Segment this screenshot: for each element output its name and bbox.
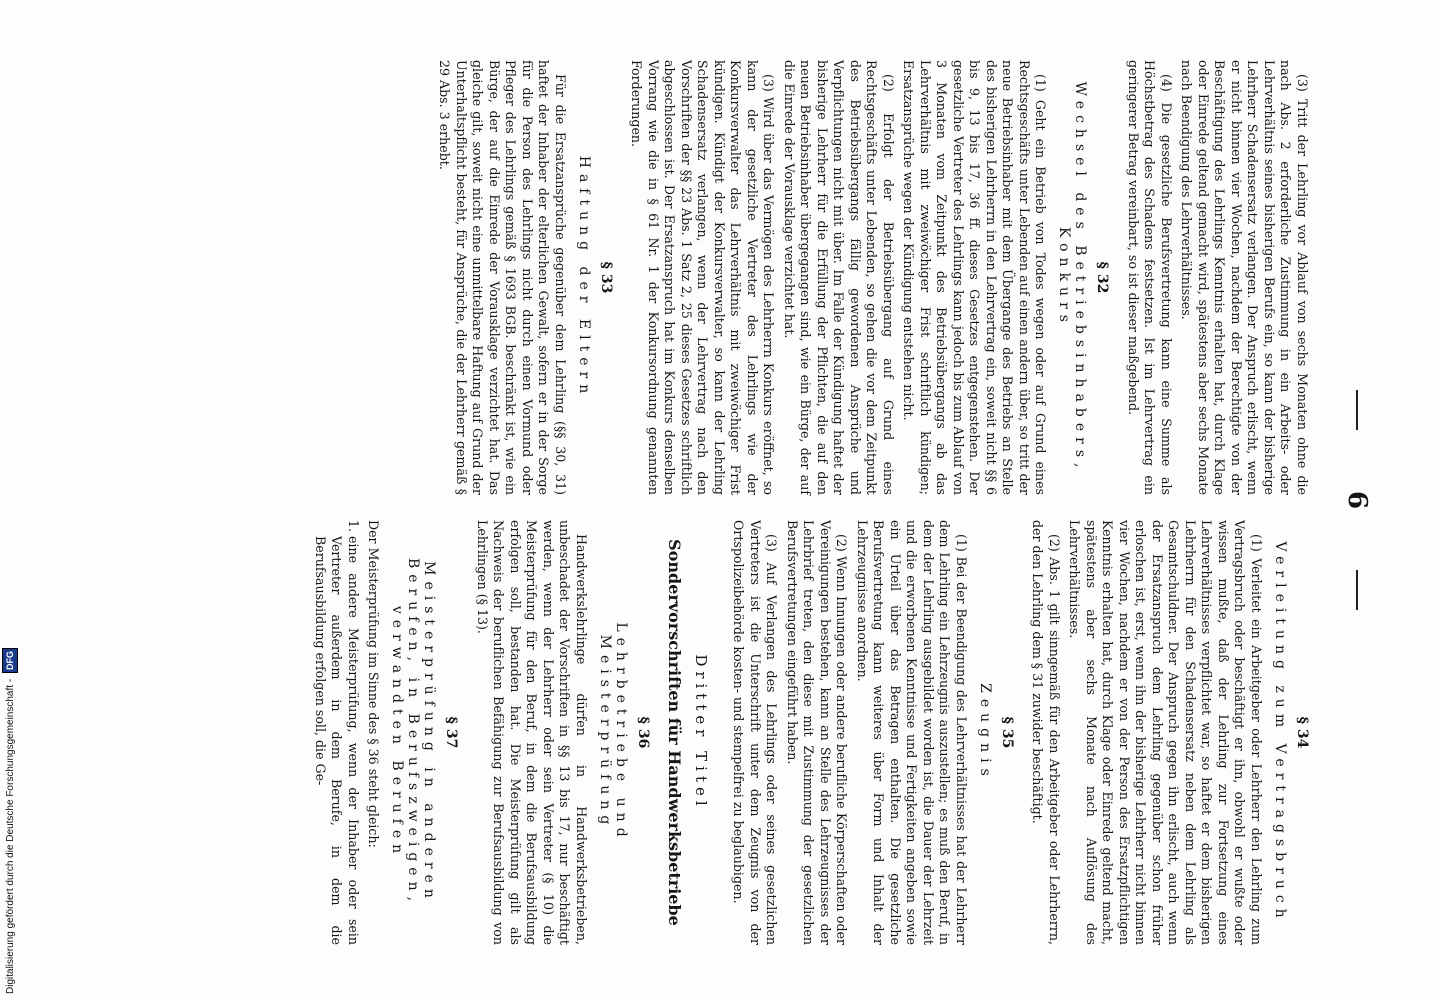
section-number-32: § 32 — [1094, 261, 1111, 294]
right-column — [312, 520, 1311, 945]
s35-paragraph-3: (3) Auf Verlangen des Lehrlings oder seines gesetzlichen Vertreters ist die Unterschrift unter dem Zeugnis von der Ortspolizeibehörde kosten- und stempelfrei zu beglaubigen. — [731, 520, 780, 945]
section-number-33: § 33 — [598, 261, 614, 294]
page-number: 6 — [1342, 490, 1372, 510]
section-title-37: Meisterprüfung in anderen Berufen, in Berufszweigen, verwandten Berufen — [389, 557, 438, 908]
s34-paragraph-2: (2) Abs. 1 gilt sinngemäß für den Arbeitgeber oder Lehrherrn, der den Lehrling dem § 31 zuwider beschäftigt. — [1030, 520, 1062, 945]
title-three-heading: Dritter Titel — [692, 654, 710, 811]
section-number-35: § 35 — [999, 716, 1015, 749]
digitization-note — [2, 600, 16, 994]
left-column — [432, 60, 1310, 495]
digitization-note-text: Digitalisierung gefördert durch die Deutsche Forschungsgemeinschaft - — [5, 678, 16, 994]
list-item-text: eine andere Meisterprüfung, wenn der Inhaber oder sein Vertreter außerdem in dem Berufe, in dem die Berufsausbildung erfolgen soll, die Ge- — [313, 536, 361, 945]
s36-paragraph-1: Handwerkslehrlinge dürfen in Handwerksbetrieben, unbeschadet der Vorschriften in §§ 13 bis 17, nur beschäftigt werden, wenn der Lehrherr oder sein Vertreter (§ 10) die Meisterprüfung für den Beruf, in dem die Berufsausbildung erfolgen soll, bestanden hat. Die Meisterprüfung gilt als Nachweis der beruflichen Befähigung zur Berufsausbildung von Lehrlingen (§ 13). — [475, 520, 589, 945]
section-title-35: Zeugnis — [977, 683, 993, 782]
list-item-number: 1. — [346, 520, 361, 533]
page-header — [1332, 0, 1372, 1000]
section-title-32: Wechsel des Betriebsinhabers, Konkurs — [1056, 81, 1089, 474]
s32-paragraph-2: (2) Erfolgt der Betriebsübergang auf Grund eines Rechtsgeschäfts unter Lebenden, so gehen die vor dem Zeitpunkt des Betriebsübergangs fällig gewordenen Ansprüche und Verpflichtungen nicht mit über. Im Falle der Kündigung haftet der bisherige Lehrherr für die Erfüllung der Pflichten, die auf den neuen Betriebsinhaber übergegangen sind, wie ein Bürge, der auf die Einrede der Vorausklage verzichtet hat. — [782, 60, 896, 495]
title-three-subheading: Sondervorschriften für Handwerksbetriebe — [665, 539, 684, 926]
s34-paragraph-1: (1) Verleitet ein Arbeitgeber oder Lehrherr den Lehrling zum Vertragsbruch oder beschäftigt er ihn, obwohl er wußte oder wissen mußte, daß der Lehrling zur Fortsetzung eines Lehrverhältnisses verpflichtet war, so haftet er dem bisherigen Lehrherrn für den Schadensersatz neben dem Lehrling als Gesamtschuldner. Der Anspruch gegen ihn erlischt, auch wenn der Ersatzanspruch dem Lehrling gegenüber schon früher erloschen ist, erst, wenn ihn der bisherige Lehrherr nicht binnen vier Wochen, nachdem er von der Person des Ersatzpflichtigen Kenntnis erhalten hat, durch Klage oder Einrede geltend macht, spätestens aber sechs Monate nach Auflösung des Lehrverhältnisses. — [1067, 520, 1264, 945]
section-title-34: Verleitung zum Vertragsbruch — [1272, 541, 1288, 924]
section-number-36: § 36 — [635, 716, 651, 749]
s37-intro: Der Meisterprüfung im Sinne des § 36 steht gleich: — [366, 520, 382, 848]
section-number-34: § 34 — [1294, 716, 1310, 749]
section-number-37: § 37 — [443, 716, 460, 749]
s31-paragraph-4: (4) Die gesetzliche Berufsvertretung kann eine Summe als Höchstbetrag des Schadens festsetzen. Ist im Lehrvertrag ein geringerer Betrag vereinbart, so ist dieser maßgebend. — [1126, 60, 1174, 495]
s33-paragraph-1: Für die Ersatzansprüche gegenüber dem Lehrling (§§ 30, 31) haftet der Inhaber der elterlichen Gewalt, sofern er in der Sorge für die Person des Lehrlings nicht durch einen Vormund oder Pfleger des Lehrlings gemäß § 1693 BGB. beschränkt ist, wie ein Bürge, der auf die Einrede der Vorausklage verzichtet hat. Das gleiche gilt, soweit nicht eine unmittelbare Haftung auf Grund der Unterhaltspflicht besteht, für Ansprüche, die der Lehrherr gemäß § 29 Abs. 3 erhebt. — [437, 60, 568, 495]
s32-paragraph-3: (3) Wird über das Vermögen des Lehrherrn Konkurs eröffnet, so kann der gesetzliche Vertreter des Lehrlings wie der Konkursverwalter das Lehrverhältnis mit zweiwöchiger Frist kündigen. Kündigt der Konkursverwalter, so kann der Lehrling Schadensersatz verlangen, wenn der Lehrvertrag nach den Vorschriften der §§ 23 Abs. 1 Satz 2, 25 dieses Gesetzes schriftlich abgeschlossen ist. Der Ersatzanspruch hat im Konkurs denselben Vorrang wie die in § 61 Nr. 1 der Konkursordnung genannten Forderungen. — [629, 60, 777, 495]
section-title-36: Lehrbetriebe und Meisterprüfung — [597, 622, 629, 843]
s35-paragraph-1: (1) Bei der Beendigung des Lehrverhältnisses hat der Lehrherr dem Lehrling ein Lehrzeugnis auszustellen; es muß den Beruf, in dem der Lehrling ausgebildet worden ist, die Dauer der Lehrzeit und die erworbenen Kenntnisse und Fertigkeiten angeben sowie ein Urteil über das Betragen enthalten. Die gesetzliche Berufsvertretung kann weiteres über Form und Inhalt der Lehrzeugnisse anordnen. — [855, 520, 969, 945]
header-dash-right — [1356, 570, 1358, 610]
section-title-33: Haftung der Eltern — [576, 155, 592, 400]
header-dash-left — [1356, 390, 1358, 430]
s32-paragraph-1: (1) Geht ein Betrieb von Todes wegen oder auf Grund eines Rechtsgeschäfts unter Lebenden auf einen andern über, so tritt der neue Betriebsinhaber mit dem Übergange des Betriebs an Stelle des bisherigen Lehrherrn in den Lehrvertrag ein, soweit nicht §§ 6 bis 9, 13 bis 17, 36 ff. dieses Gesetzes entgegenstehen. Der gesetzliche Vertreter des Lehrlings kann jedoch bis zum Ablauf von 3 Monaten vom Zeitpunkt des Betriebsübergangs ab das Lehrverhältnis mit zweiwöchiger Frist schriftlich kündigen; Ersatzansprüche wegen der Kündigung entstehen nicht. — [901, 60, 1049, 495]
list-item — [312, 520, 362, 945]
s37-list — [312, 520, 362, 945]
s35-paragraph-2: (2) Wenn Innungen oder andere berufliche Körperschaften oder Vereinigungen bestehen, kann an Stelle des Lehrzeugnisses der Lehrbrief treten, den diese mit Zustimmung der gesetzlichen Berufsvertretungen eingeführt haben. — [785, 520, 850, 945]
s31-paragraph-3: (3) Tritt der Lehrling vor Ablauf von sechs Monaten ohne die nach Abs. 2 erforderliche Zustimmung in ein Arbeits- oder Lehrverhältnis seines bisherigen Berufs ein, so kann der bisherige Lehrherr Schadensersatz verlangen. Der Anspruch erlischt, wenn er nicht binnen vier Wochen, nachdem der Berechtigte von der Beschäftigung des Lehrlings Kenntnis erhalten hat, durch Klage oder Einrede geltend gemacht wird, spätestens aber sechs Monate nach Beendigung des Lehrverhältnisses. — [1179, 60, 1310, 495]
dfg-logo: DFG — [2, 648, 18, 673]
